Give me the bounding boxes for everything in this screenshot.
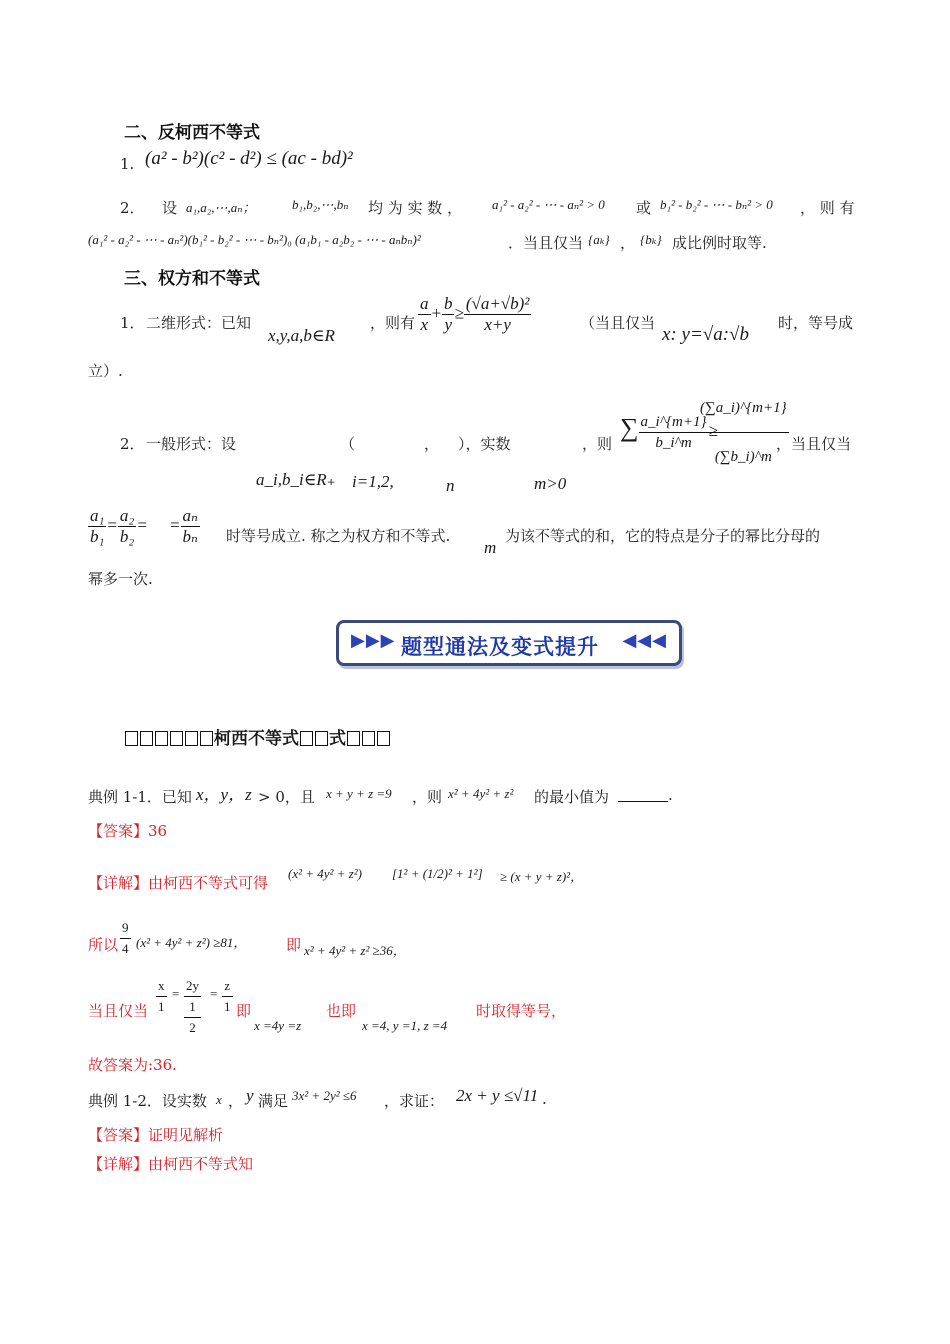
s3-item2-paren: （ (340, 435, 356, 453)
ex1-1-when-ji: 即 (236, 1002, 252, 1020)
frac-sum-lhs: $\frac{a\_i\^{}\{m+1\}}{b\_i\^{}m}$ (640, 414, 707, 451)
s2-item2-inequality: (a₁² - a₂² - ⋯ - aₙ²)(b₁² - b₂² - ⋯ - bₙ²)₀ (a₁b₁ - a₂b₂ - ⋯ - aₙbₙ)² (88, 232, 421, 247)
ex1-1-when-eq1: x =4y =z (254, 1018, 302, 1033)
s2-item2-comma: ， (620, 234, 636, 252)
frac-sum-rhs: $\frac{(\sum a\_i)\^{}\{m+1\}}{(\sum b\_i)\^{}m}$ (698, 384, 789, 481)
s3-item2-m: m>0 (534, 474, 567, 493)
ex1-1-detail: 【详解】由柯西不等式可得 (88, 874, 269, 892)
ex1-1-ask: 的最小值为 (534, 788, 610, 806)
s3-item2-vars: a_i,b_i∈R₊ (256, 470, 336, 489)
ex1-1-gt: > 0，且 (258, 788, 315, 806)
ex1-1-answer: 【答案】36 (88, 822, 168, 840)
ex1-1-then: ，则 (412, 788, 443, 806)
s3-item2-tail: ，当且仅当 (776, 435, 852, 453)
ex1-2-prove-text: ，求证： (384, 1092, 445, 1110)
ex1-1-blank: . (618, 786, 673, 804)
ex1-2-end: . (542, 1090, 547, 1108)
s3-item2-formula: ∑ $\frac{a\_i\^{}\{m+1\}}{b\_i\^{}m}$ ≥ (620, 412, 718, 451)
s3-item2-index: i=1,2, (352, 472, 394, 491)
frac-rhs: $\frac{\text{(√a+√b)²}}{x+y}$ (465, 294, 530, 334)
s3-item1-vars: x,y,a,b∈R (268, 326, 335, 345)
s3-item1-tail2: 立）. (88, 362, 123, 380)
frac-a-over-x: $\frac{a}{x}$ (420, 294, 429, 334)
s2-item2-or: 或 (636, 199, 652, 217)
ex1-1-when-frac3: $\frac{z}{1}$ (224, 978, 231, 1014)
s3-item2-number: 2． (120, 435, 145, 453)
ex1-2-cond-text: 满足 (258, 1092, 289, 1110)
s2-item2-text-a: 设 (162, 199, 178, 217)
banner-left-arrows-icon: ▶▶▶ (351, 630, 396, 651)
s3-item2-label: 一般形式：设 (146, 435, 237, 453)
s3-item1-then: ，则有 (370, 314, 416, 332)
ex1-2-prove: 2x + y ≤√11 (456, 1086, 539, 1105)
banner-right-arrows-icon: ◀◀◀ (622, 630, 667, 651)
s3-item2-n: n (446, 476, 455, 495)
ex1-1-when-frac2: 2y 1 2 (186, 978, 199, 1035)
section-banner (336, 620, 682, 666)
ex1-1-cond: x + y + z =9 (326, 786, 392, 801)
ex1-1-so-ji: 即 (286, 936, 302, 954)
ex1-2-var-x: x (216, 1092, 222, 1107)
frac-b-over-y: $\frac{b}{y}$ (443, 294, 453, 334)
ex1-1-so-frac: $\frac{9}{4}$ (122, 920, 129, 956)
s2-item2-cond-b: b₁² - b₂² - ⋯ - bₙ² > 0 (660, 197, 773, 212)
s2-item1-number: 1. (120, 155, 135, 173)
ex1-2-label: 典例 1-2．设实数 (88, 1092, 207, 1110)
ex1-2-cond: 3x² + 2y² ≤6 (292, 1088, 357, 1103)
s3-item2-m-label: m (484, 538, 497, 557)
ex1-2-answer: 【答案】证明见解析 (88, 1126, 224, 1144)
ex1-1-conclusion: 故答案为:36. (88, 1056, 177, 1074)
topic-heading-text: 柯西不等式 (214, 729, 299, 749)
s3-item1-number: 1． (120, 314, 145, 332)
ex1-1-expr: x² + 4y² + z² (448, 786, 514, 801)
s2-item2-text-b: 均 为 实 数 ， (368, 199, 463, 217)
s3-item1-eq-cond: x: y=√a:√b (662, 324, 749, 345)
s2-item2-text-e: 成比例时取等. (672, 234, 767, 252)
section3-heading: 三、权方和不等式 (124, 269, 260, 289)
s3-item2-desc3: 幂多一次. (88, 570, 153, 588)
ratio-1: $\frac{\text{a₁}}{\text{b₁}}$ (90, 506, 105, 546)
s2-item2-seq-b: b₁,b₂,⋯,bₙ (292, 197, 349, 212)
ex1-1-when-eq2: x =4, y =1, z =4 (362, 1018, 448, 1033)
s3-item2-paren-close: ），实数 (458, 435, 511, 453)
s2-item2-cond-a: a₁² - a₂² - ⋯ - aₙ² > 0 (492, 197, 605, 212)
s3-item2-comma: ， (424, 435, 440, 453)
ex1-1-so-result: x² + 4y² + z² ≥36， (304, 943, 406, 958)
ex1-1-detail-formula-a: (x² + 4y² + z²) (288, 866, 362, 881)
section2-heading: 二、反柯西不等式 (124, 123, 260, 143)
s2-item2-text-d: ．当且仅当 (508, 234, 584, 252)
s3-item1-label: 二维形式：已知 (146, 314, 252, 332)
eq-sign-2: = (210, 986, 218, 1001)
s3-item2-then: ，则 (582, 435, 613, 453)
ex1-1-so: 所以 (88, 936, 119, 954)
s2-item2-bk: {bₖ} (640, 232, 662, 247)
ex1-1-detail-formula-c: ≥ (x + y + z)²， (500, 869, 584, 884)
ex1-1-when: 当且仅当 (88, 1002, 149, 1020)
s3-item2-ratios: $\frac{\text{a₁}}{\text{b₁}}$ = $\frac{\text{a₂}}{\text{b₂}}$ = = $\frac{\text{aₙ}}{\text{bₙ}}$ (90, 506, 198, 546)
s2-item2-number: 2． (120, 199, 145, 217)
s3-item1-formula: $\frac{a}{x}$ + $\frac{b}{y}$ ≥ $\frac{\text{(√a+√b)²}}{x+y}$ (420, 294, 530, 334)
ex1-1-when-tail: 时取得等号， (476, 1002, 567, 1020)
ex1-1-label: 典例 1-1．已知 (88, 788, 192, 806)
eq-sign-1: = (172, 986, 180, 1001)
ex1-1-vars: x，y，z (196, 785, 252, 804)
ratio-2: $\frac{\text{a₂}}{\text{b₂}}$ (119, 506, 135, 546)
ex1-1-so-formula: (x² + 4y² + z²) ≥81， (136, 935, 247, 950)
ratio-n: $\frac{\text{aₙ}}{\text{bₙ}}$ (182, 506, 198, 546)
s2-item2-ak: {aₖ} (588, 232, 610, 247)
s3-item2-desc: 时等号成立. 称之为权方和不等式. (226, 527, 451, 545)
banner-title: 题型通法及变式提升 (401, 635, 599, 659)
s3-item2-desc2: 为该不等式的和，它的特点是分子的幂比分母的 (505, 527, 821, 545)
ex1-2-detail: 【详解】由柯西不等式知 (88, 1155, 254, 1173)
ex1-2-comma: ， (228, 1092, 244, 1110)
s3-item1-paren: （当且仅当 (580, 314, 656, 332)
ex1-1-detail-formula-b: [1² + (1/2)² + 1²] (392, 866, 483, 881)
s3-item1-tail: 时，等号成 (778, 314, 854, 332)
ex1-1-when-fractions: $\frac{x}{1}$ (158, 978, 165, 1014)
ex1-2-var-y: y (246, 1086, 254, 1105)
ex1-1-when-also: 也即 (326, 1002, 357, 1020)
s2-item2-seq-a: a₁,a₂,⋯,aₙ； (186, 200, 256, 215)
s2-item2-text-c: ， 则 有 (800, 199, 855, 217)
missing-glyph-boxes (124, 729, 214, 749)
topic-heading: 柯西不等式 式 (124, 724, 391, 749)
s2-item1-formula: (a² - b²)(c² - d²) ≤ (ac - bd)² (145, 148, 353, 169)
